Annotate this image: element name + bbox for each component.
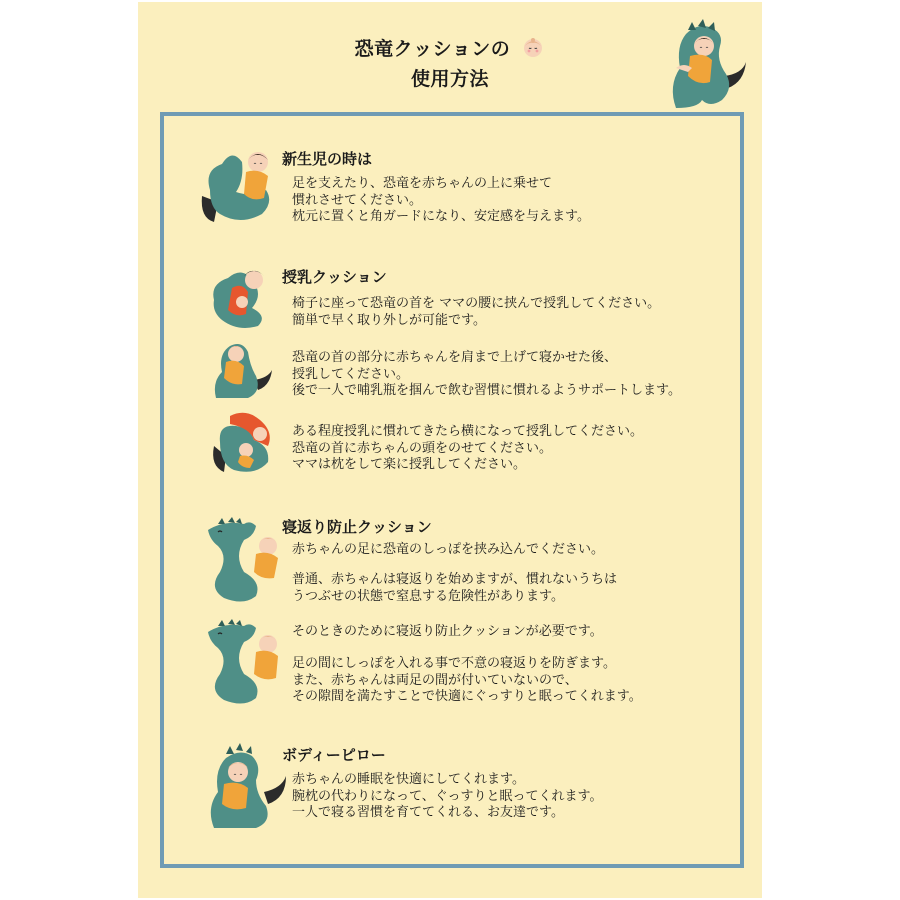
section-heading: 新生児の時は <box>282 150 373 168</box>
section-paragraph <box>292 296 660 329</box>
text-line: 慣れさせてください。 <box>292 192 423 208</box>
text-line: ある程度授乳に慣れてきたら横になって授乳してください。 <box>292 424 644 439</box>
dinosaur-cushion-icon <box>208 336 274 402</box>
section-paragraph <box>292 772 602 822</box>
dinosaur-cushion-icon <box>654 16 748 110</box>
text-line: そのときのために寝返り防止クッションが必要です。 <box>292 624 603 639</box>
text-line: また、赤ちゃんは両足の間が付いていないので、 <box>292 672 578 688</box>
baby-face-icon <box>521 35 545 59</box>
text-line: 授乳してください。 <box>292 366 410 382</box>
text-line: その隙間を満たすことで快適にぐっすりと眠ってくれます。 <box>292 689 642 704</box>
text-line: 簡単で早く取り外しが可能です。 <box>292 312 486 328</box>
section-paragraph <box>292 656 642 706</box>
section-paragraph <box>292 542 604 559</box>
title-line-1: 恐竜クッションの <box>354 38 511 60</box>
section-paragraph <box>292 624 603 641</box>
section-heading: ボディーピロー <box>282 746 386 764</box>
dinosaur-cushion-icon <box>200 742 290 832</box>
title-line-2: 使用方法 <box>410 68 489 90</box>
dinosaur-cushion-icon <box>208 264 276 332</box>
text-line: 足の間にしっぽを入れる事で不意の寝返りを防ぎます。 <box>292 656 616 671</box>
text-line: 後で一人で哺乳瓶を掴んで飲む習慣に慣れるようサポートします。 <box>292 383 681 398</box>
section-paragraph <box>292 350 681 400</box>
text-line: 恐竜の首に赤ちゃんの頭をのせてください。 <box>292 440 553 456</box>
text-line: 恐竜の首の部分に赤ちゃんを肩まで上げて寝かせた後、 <box>292 350 618 365</box>
text-line: うつぶせの状態で窒息する危険性があります。 <box>292 588 564 604</box>
text-line: 赤ちゃんの足に恐竜のしっぽを挟み込んでください。 <box>292 542 605 557</box>
section-paragraph <box>292 572 617 605</box>
instruction-sheet <box>138 2 762 898</box>
text-line: ママは枕をして楽に授乳してください。 <box>292 457 527 472</box>
dinosaur-cushion-icon <box>210 406 282 478</box>
dinosaur-cushion-icon <box>204 616 290 710</box>
text-line: 椅子に座って恐竜の首を ママの腰に挟んで授乳してください。 <box>292 296 661 311</box>
section-heading: 授乳クッション <box>282 268 387 286</box>
text-line: 腕枕の代わりになって、ぐっすりと眠ってくれます。 <box>292 788 603 804</box>
text-line: 普通、赤ちゃんは寝返りを始めますが、慣れないうちは <box>292 572 618 587</box>
text-line: 一人で寝る習慣を育ててくれる、お友達です。 <box>292 805 564 820</box>
text-line: 枕元に置くと角ガードになり、安定感を与えます。 <box>292 209 590 224</box>
dinosaur-cushion-icon <box>204 516 286 608</box>
text-line: 赤ちゃんの睡眠を快適にしてくれます。 <box>292 772 525 787</box>
section-paragraph <box>292 176 590 226</box>
section-paragraph <box>292 424 643 474</box>
dinosaur-cushion-icon <box>196 140 286 232</box>
section-heading: 寝返り防止クッション <box>282 518 432 536</box>
text-line: 足を支えたり、恐竜を赤ちゃんの上に乗せて <box>292 176 553 191</box>
